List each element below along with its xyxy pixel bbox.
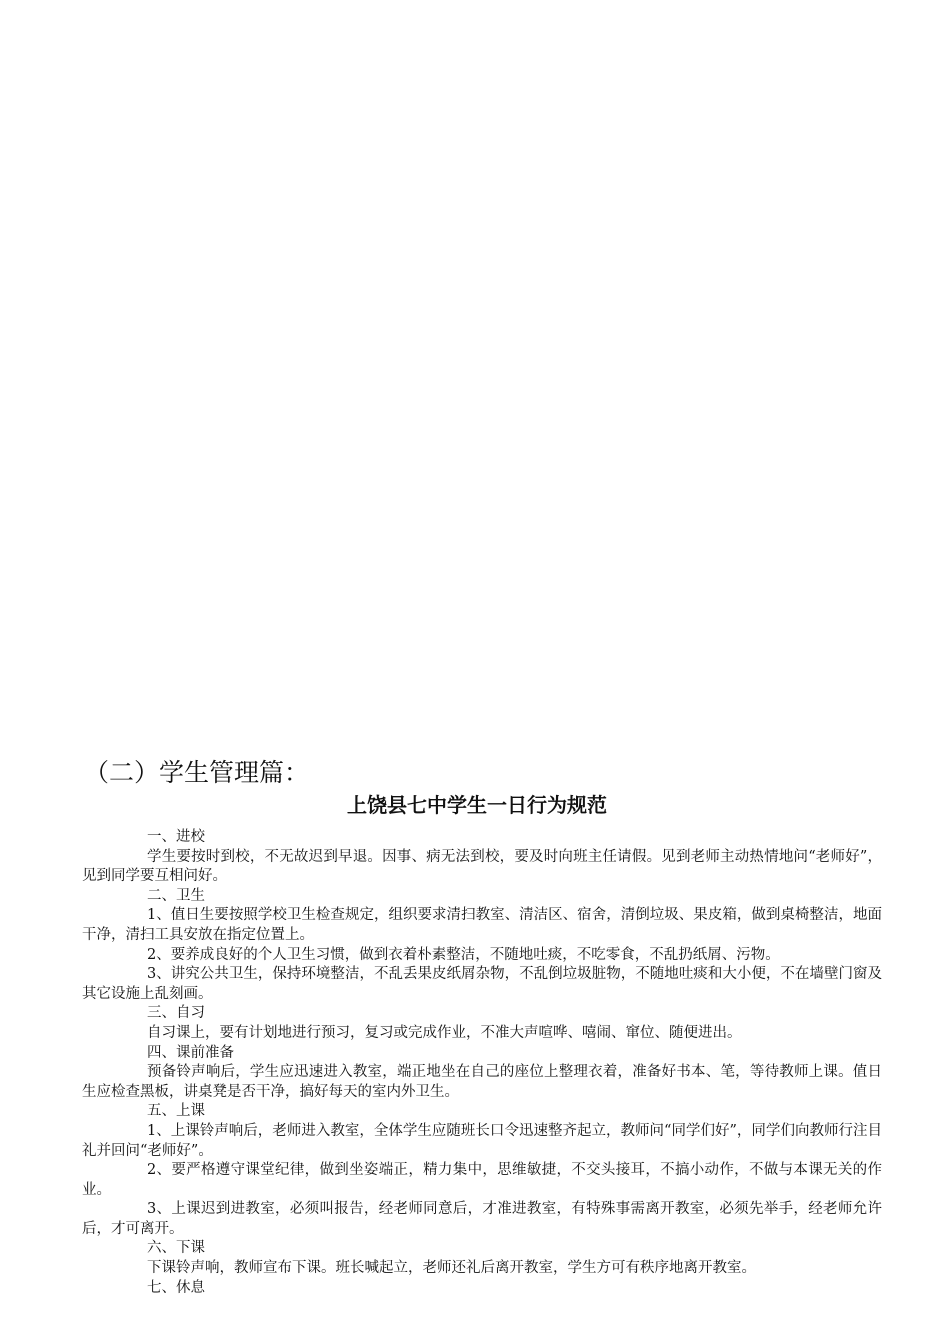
section-heading: 五、上课 — [147, 1103, 205, 1120]
section-heading: 六、下课 — [147, 1240, 205, 1257]
document-content — [82, 756, 882, 1298]
section-heading: 二、卫生 — [147, 887, 205, 904]
paragraph: 1、值日生要按照学校卫生检查规定，组织要求清扫教室、清洁区、宿舍，清倒垃圾、果皮箱，做到桌椅整洁，地面干净，清扫工具安放在指定位置上。 — [82, 907, 882, 943]
section-heading: 七、休息 — [147, 1279, 205, 1296]
paragraph: 下课铃声响，教师宣布下课。班长喊起立，老师还礼后离开教室，学生方可有秩序地离开教室。 — [147, 1260, 756, 1277]
section-title: （二）学生管理篇： — [84, 758, 310, 787]
section-heading: 四、课前准备 — [147, 1044, 234, 1061]
document-body — [82, 828, 882, 1298]
document-title: 上饶县七中学生一日行为规范 — [347, 793, 607, 817]
paragraph: 3、上课迟到进教室，必须叫报告，经老师同意后，才准进教室，有特殊事需离开教室，必须先举手，经老师允许后，才可离开。 — [82, 1201, 882, 1237]
paragraph: 自习课上，要有计划地进行预习，复习或完成作业，不准大声喧哗、嘻闹、窜位、随便进出。 — [147, 1024, 742, 1041]
paragraph: 2、要养成良好的个人卫生习惯，做到衣着朴素整洁，不随地吐痰，不吃零食，不乱扔纸屑、污物。 — [147, 946, 780, 963]
section-heading: 一、进校 — [147, 829, 205, 845]
paragraph: 学生要按时到校，不无故迟到早退。因事、病无法到校，要及时向班主任请假。见到老师主动热情地问“老师好”，见到同学要互相问好。 — [82, 848, 882, 885]
paragraph: 3、讲究公共卫生，保持环境整洁，不乱丢果皮纸屑杂物，不乱倒垃圾脏物，不随地吐痰和大小便，不在墙壁门窗及其它设施上乱刻画。 — [82, 966, 882, 1002]
paragraph: 预备铃声响后，学生应迅速进入教室，端正地坐在自己的座位上整理衣着，准备好书本、笔，等待教师上课。值日生应检查黑板，讲桌凳是否干净，搞好每天的室内外卫生。 — [82, 1064, 882, 1100]
section-heading: 三、自习 — [147, 1005, 205, 1022]
paragraph: 1、上课铃声响后，老师进入教室，全体学生应随班长口令迅速整齐起立，教师问“同学们好”，同学们向教师行注目礼并回问“老师好”。 — [82, 1122, 882, 1159]
paragraph: 2、要严格遵守课堂纪律，做到坐姿端正，精力集中，思维敏捷，不交头接耳，不搞小动作，不做与本课无关的作业。 — [82, 1162, 882, 1198]
